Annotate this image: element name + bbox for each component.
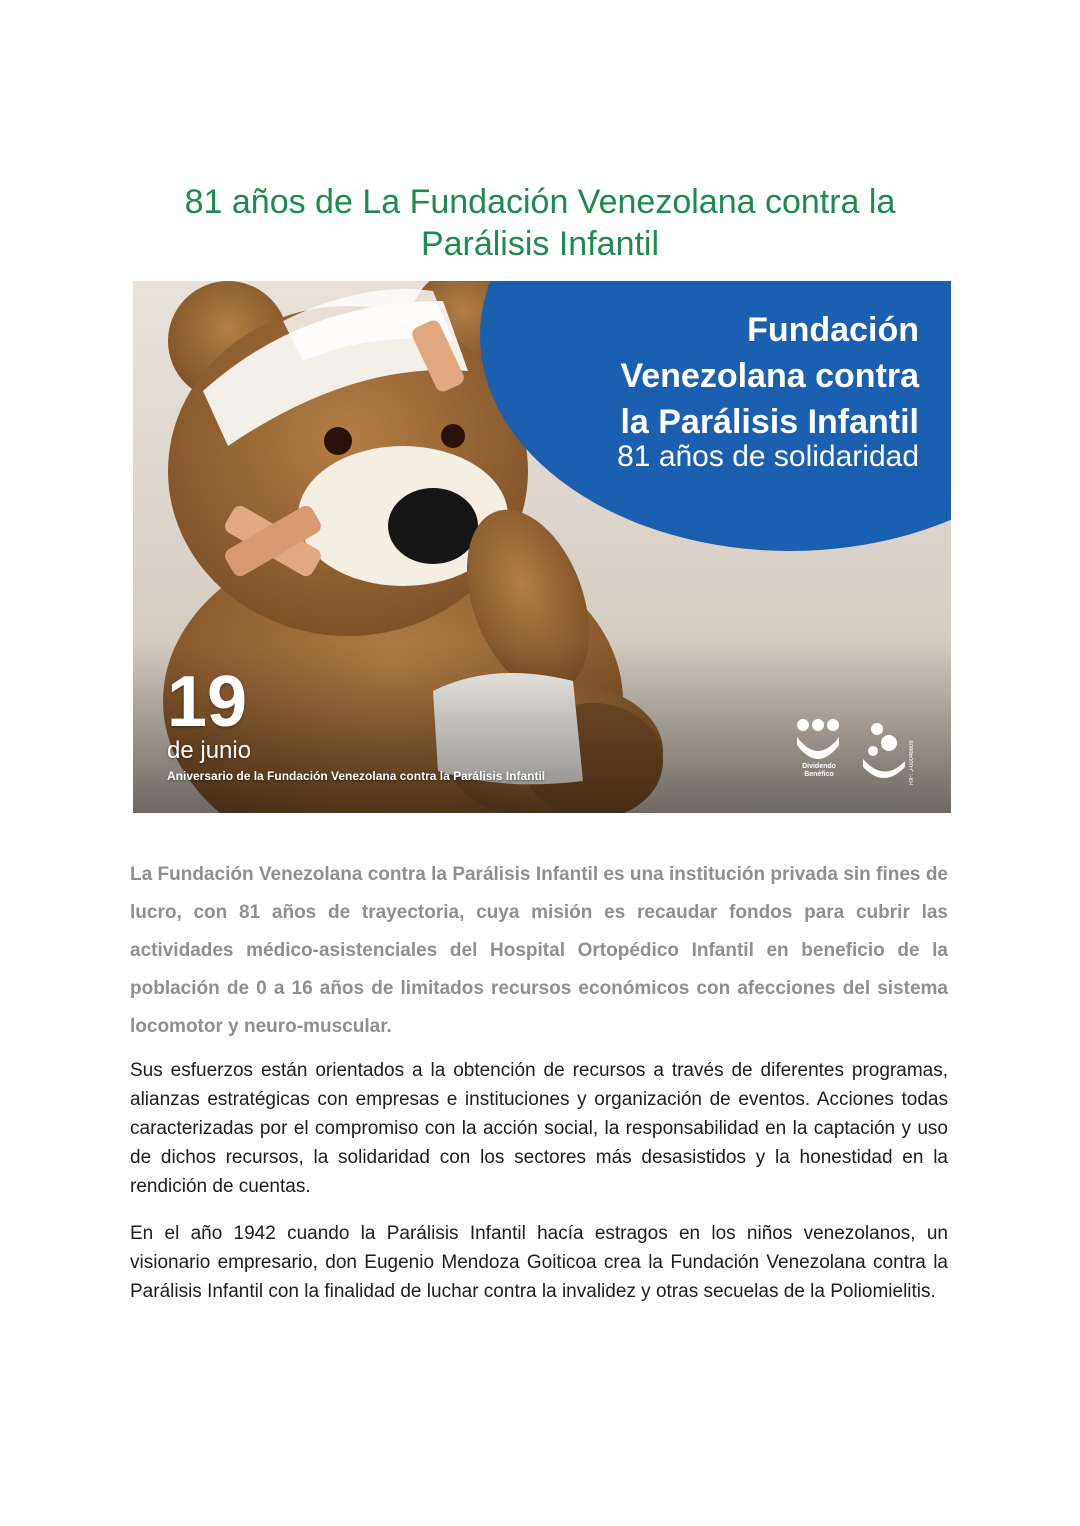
paragraph-lead: La Fundación Venezolana contra la Parálisis Infantil es una institución privada sin fines de lucro, con 81 años de trayectoria, cuya misión es recaudar fondos para cubrir las actividades médico-asistenciales del Hospital Ortopédico Infantil en beneficio de la población de 0 a 16 años de limitados recursos económicos con afecciones del sistema locomotor y neuro-muscular. <box>130 864 948 1037</box>
article-title-line-1: 81 años de La Fundación Venezolana contra la <box>184 182 896 221</box>
banner-heading-line-1: Fundación <box>747 311 919 349</box>
bear-nose <box>388 488 478 564</box>
logo-one-label: Dividendo Benéfico <box>802 763 836 778</box>
logo-two-label: RIF: J-00046608 <box>909 740 915 785</box>
foundation-logo-icon <box>859 721 909 781</box>
banner-subheading: 81 años de solidaridad <box>617 440 919 473</box>
banner-heading <box>499 307 919 445</box>
banner-caption: Aniversario de la Fundación Venezolana contra la Parálisis Infantil <box>167 769 546 783</box>
date-day: 19 <box>167 662 248 742</box>
banner-heading-line-3: la Parálisis Infantil <box>620 403 919 441</box>
paragraph-3: En el año 1942 cuando la Parálisis Infantil hacía estragos en los niños venezolanos, un visionario empresario, don Eugenio Mendoza Goiticoa crea la Fundación Venezolana contra la Parálisis Infantil con la finalidad de luchar contra la invalidez y otras secuelas de la Poliomielitis. <box>130 1223 948 1302</box>
anniversary-banner <box>133 281 951 813</box>
banner-heading-line-2: Venezolana contra <box>620 357 919 395</box>
article-title <box>130 181 950 265</box>
date-month: de junio <box>167 737 252 764</box>
bear-eye-right <box>441 424 465 448</box>
paragraph-2: Sus esfuerzos están orientados a la obtención de recursos a través de diferentes programas, alianzas estratégicas con empresas e instituciones y organización de eventos. Acciones todas caracterizadas por el compromiso con la acción social, la responsabilidad en la captación y uso de dichos recursos, la solidaridad con los sectores más desasistidos y la honestidad en la rendición de cuentas. <box>130 1060 948 1197</box>
bear-eye-left <box>324 427 352 455</box>
article-title-line-2: Parálisis Infantil <box>420 224 660 263</box>
